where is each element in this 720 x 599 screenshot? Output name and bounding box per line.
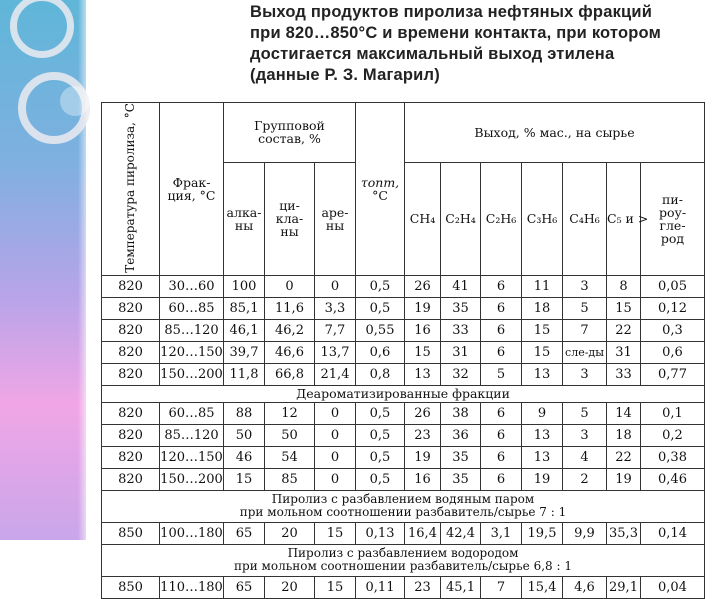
cell-ch4: 13 — [405, 363, 441, 385]
cell-pyrocarbon: 0,38 — [641, 446, 705, 468]
cell-c4h6: 5 — [563, 297, 607, 319]
section-steam — [102, 490, 705, 522]
cell-alkanes: 11,8 — [224, 363, 265, 385]
cell-fraction: 85…120 — [160, 319, 224, 341]
header-c2h4: C₂H₄ — [441, 162, 481, 275]
cell-ch4: 16,4 — [405, 522, 441, 544]
section-hydrogen — [102, 544, 705, 576]
section-steam-line-2: при мольном соотношении разбавитель/сырье 7 : 1 — [239, 505, 567, 520]
cell-arenes: 3,3 — [315, 297, 356, 319]
header-pyro-line-4: род — [660, 230, 685, 246]
cell-cycloalkanes: 12 — [265, 402, 315, 424]
table-row — [102, 446, 705, 468]
cell-tau: 0,55 — [356, 319, 405, 341]
cell-c4h6: 3 — [563, 424, 607, 446]
header-row-1 — [102, 103, 705, 163]
cell-pyrocarbon: 0,6 — [641, 341, 705, 363]
cell-c2h6: 6 — [481, 468, 522, 490]
header-cycloalkanes — [265, 162, 315, 275]
header-c4h6: C₄H₆ — [563, 162, 607, 275]
table-row — [102, 576, 705, 598]
cell-c5-plus: 31 — [607, 341, 641, 363]
cell-c2h4: 35 — [441, 446, 481, 468]
pyrolysis-yield-table — [101, 102, 705, 599]
rows-group-straight — [102, 275, 705, 385]
cell-temperature: 820 — [102, 319, 160, 341]
cell-temperature: 850 — [102, 576, 160, 598]
cell-c4h6: 7 — [563, 319, 607, 341]
cell-pyrocarbon: 0,1 — [641, 402, 705, 424]
header-c5: C₅ и > — [607, 162, 641, 275]
header-tau-line-1: τопт, — [360, 174, 400, 190]
cell-ch4: 23 — [405, 576, 441, 598]
cell-c2h6: 5 — [481, 363, 522, 385]
cell-ch4: 16 — [405, 468, 441, 490]
header-fraction-line-2: ция, °С — [167, 187, 216, 203]
cell-fraction: 85…120 — [160, 424, 224, 446]
table-row — [102, 319, 705, 341]
cell-c2h4: 45,1 — [441, 576, 481, 598]
cell-temperature: 850 — [102, 522, 160, 544]
header-c2h6: C₂H₆ — [481, 162, 522, 275]
cell-c3h6: 18 — [522, 297, 563, 319]
header-fraction — [160, 103, 224, 276]
header-group-composition — [224, 103, 356, 163]
cell-pyrocarbon: 0,14 — [641, 522, 705, 544]
cell-alkanes: 85,1 — [224, 297, 265, 319]
cell-c2h6: 6 — [481, 341, 522, 363]
section-row-dearomatized — [102, 385, 705, 402]
header-tau — [356, 103, 405, 276]
cell-alkanes: 88 — [224, 402, 265, 424]
cell-cycloalkanes: 20 — [265, 576, 315, 598]
table-row — [102, 363, 705, 385]
header-alkanes-line-1: алка- — [226, 204, 262, 220]
header-cyclo-line-3: ны — [280, 224, 299, 240]
cell-c3h6: 9 — [522, 402, 563, 424]
cell-tau: 0,11 — [356, 576, 405, 598]
cell-cycloalkanes: 46,2 — [265, 319, 315, 341]
cell-c2h6: 6 — [481, 297, 522, 319]
title-line-2: при 820…850°С и времени контакта, при котором — [250, 24, 662, 42]
cell-tau: 0,13 — [356, 522, 405, 544]
cell-c2h4: 35 — [441, 297, 481, 319]
header-temperature — [102, 103, 160, 276]
header-ch4: CH₄ — [405, 162, 441, 275]
section-row-steam — [102, 490, 705, 522]
section-hydrogen-line-1: Пиролиз с разбавлением водородом — [287, 546, 519, 561]
header-fraction-line-1: Фрак- — [172, 174, 211, 190]
cell-c2h4: 42,4 — [441, 522, 481, 544]
cell-c4h6: 2 — [563, 468, 607, 490]
cell-cycloalkanes: 50 — [265, 424, 315, 446]
table-row — [102, 424, 705, 446]
rows-group-dearomatized — [102, 402, 705, 490]
table-row — [102, 522, 705, 544]
cell-cycloalkanes: 85 — [265, 468, 315, 490]
cell-pyrocarbon: 0,12 — [641, 297, 705, 319]
cell-c4h6: 4,6 — [563, 576, 607, 598]
cell-fraction: 110…180 — [160, 576, 224, 598]
title-line-3: достигается максимальный выход этилена — [250, 45, 615, 63]
rows-group-steam — [102, 522, 705, 544]
cell-temperature: 820 — [102, 275, 160, 297]
cell-c2h4: 41 — [441, 275, 481, 297]
table-row — [102, 402, 705, 424]
cell-arenes: 15 — [315, 576, 356, 598]
title-line-4: (данные Р. З. Магарил) — [250, 66, 440, 84]
cell-tau: 0,5 — [356, 297, 405, 319]
cell-c3h6: 19 — [522, 468, 563, 490]
cell-c2h6: 6 — [481, 424, 522, 446]
header-tau-line-2: °С — [372, 187, 388, 203]
cell-c4h6: 5 — [563, 402, 607, 424]
cell-cycloalkanes: 11,6 — [265, 297, 315, 319]
title-line-1: Выход продуктов пиролиза нефтяных фракций — [250, 3, 653, 21]
cell-c5-plus: 15 — [607, 297, 641, 319]
cell-c2h6: 3,1 — [481, 522, 522, 544]
cell-c2h6: 6 — [481, 446, 522, 468]
cell-tau: 0,5 — [356, 275, 405, 297]
cell-c5-plus: 29,1 — [607, 576, 641, 598]
cell-fraction: 150…200 — [160, 363, 224, 385]
cell-temperature: 820 — [102, 402, 160, 424]
header-alkanes — [224, 162, 265, 275]
header-cyclo-line-1: ци- — [279, 198, 300, 214]
cell-fraction: 120…150 — [160, 446, 224, 468]
cell-pyrocarbon: 0,2 — [641, 424, 705, 446]
cell-c2h4: 35 — [441, 468, 481, 490]
table-row — [102, 275, 705, 297]
header-alkanes-line-2: ны — [234, 217, 254, 233]
header-group-line-1: Групповой — [254, 118, 325, 134]
cell-c2h6: 6 — [481, 319, 522, 341]
cell-c3h6: 11 — [522, 275, 563, 297]
cell-c5-plus: 22 — [607, 319, 641, 341]
header-pyro-line-2: роу- — [658, 204, 687, 220]
cell-c5-plus: 8 — [607, 275, 641, 297]
cell-tau: 0,5 — [356, 446, 405, 468]
cell-c2h6: 7 — [481, 576, 522, 598]
table-row — [102, 341, 705, 363]
cell-arenes: 0 — [315, 424, 356, 446]
cell-cycloalkanes: 0 — [265, 275, 315, 297]
cell-fraction: 60…85 — [160, 297, 224, 319]
cell-fraction: 100…180 — [160, 522, 224, 544]
cell-ch4: 19 — [405, 297, 441, 319]
cell-temperature: 820 — [102, 341, 160, 363]
section-dearomatized: Деароматизированные фракции — [102, 385, 705, 402]
cell-c4h6: 3 — [563, 363, 607, 385]
rows-group-hydrogen — [102, 576, 705, 598]
cell-ch4: 26 — [405, 275, 441, 297]
cell-c2h6: 6 — [481, 402, 522, 424]
cell-arenes: 0 — [315, 402, 356, 424]
cell-c2h4: 31 — [441, 341, 481, 363]
cell-c5-plus: 35,3 — [607, 522, 641, 544]
cell-alkanes: 15 — [224, 468, 265, 490]
cell-tau: 0,8 — [356, 363, 405, 385]
section-row-hydrogen — [102, 544, 705, 576]
cell-c2h4: 32 — [441, 363, 481, 385]
header-pyro-line-1: пи- — [662, 191, 683, 207]
decorative-band-edge — [78, 0, 86, 540]
cell-arenes: 0 — [315, 446, 356, 468]
cell-alkanes: 65 — [224, 576, 265, 598]
cell-c4h6: 9,9 — [563, 522, 607, 544]
cell-c5-plus: 14 — [607, 402, 641, 424]
cell-tau: 0,6 — [356, 341, 405, 363]
cell-cycloalkanes: 54 — [265, 446, 315, 468]
cell-ch4: 19 — [405, 446, 441, 468]
cell-alkanes: 50 — [224, 424, 265, 446]
header-c3h6: C₃H₆ — [522, 162, 563, 275]
cell-pyrocarbon: 0,3 — [641, 319, 705, 341]
cell-arenes: 7,7 — [315, 319, 356, 341]
cell-temperature: 820 — [102, 446, 160, 468]
cell-fraction: 120…150 — [160, 341, 224, 363]
cell-temperature: 820 — [102, 468, 160, 490]
cell-ch4: 23 — [405, 424, 441, 446]
header-group-line-2: состав, % — [258, 131, 321, 147]
cell-pyrocarbon: 0,46 — [641, 468, 705, 490]
section-steam-line-1: Пиролиз с разбавлением водяным паром — [271, 492, 535, 507]
cell-arenes: 15 — [315, 522, 356, 544]
cell-c5-plus: 22 — [607, 446, 641, 468]
cell-cycloalkanes: 46,6 — [265, 341, 315, 363]
header-arenes-line-2: ны — [325, 217, 345, 233]
cell-c3h6: 15 — [522, 341, 563, 363]
cell-pyrocarbon: 0,77 — [641, 363, 705, 385]
header-pyrocarbon — [641, 162, 705, 275]
cell-ch4: 16 — [405, 319, 441, 341]
header-arenes-line-1: аре- — [321, 204, 349, 220]
cell-cycloalkanes: 66,8 — [265, 363, 315, 385]
cell-c2h4: 38 — [441, 402, 481, 424]
cell-c3h6: 15,4 — [522, 576, 563, 598]
cell-arenes: 21,4 — [315, 363, 356, 385]
table-row — [102, 468, 705, 490]
cell-c3h6: 13 — [522, 446, 563, 468]
header-pyro-line-3: гле- — [659, 217, 686, 233]
cell-temperature: 820 — [102, 363, 160, 385]
cell-temperature: 820 — [102, 297, 160, 319]
table-row — [102, 297, 705, 319]
cell-pyrocarbon: 0,05 — [641, 275, 705, 297]
cell-c2h4: 33 — [441, 319, 481, 341]
section-hydrogen-line-2: при мольном соотношении разбавитель/сырье 6,8 : 1 — [234, 559, 572, 574]
cell-alkanes: 46 — [224, 446, 265, 468]
cell-c5-plus: 33 — [607, 363, 641, 385]
cell-c2h4: 36 — [441, 424, 481, 446]
cell-alkanes: 39,7 — [224, 341, 265, 363]
cell-fraction: 150…200 — [160, 468, 224, 490]
cell-c5-plus: 18 — [607, 424, 641, 446]
cell-alkanes: 100 — [224, 275, 265, 297]
cell-cycloalkanes: 20 — [265, 522, 315, 544]
cell-c3h6: 13 — [522, 424, 563, 446]
cell-tau: 0,5 — [356, 468, 405, 490]
decorative-circle — [60, 86, 90, 116]
cell-fraction: 60…85 — [160, 402, 224, 424]
cell-c3h6: 19,5 — [522, 522, 563, 544]
cell-arenes: 0 — [315, 275, 356, 297]
cell-arenes: 0 — [315, 468, 356, 490]
cell-c5-plus: 19 — [607, 468, 641, 490]
cell-arenes: 13,7 — [315, 341, 356, 363]
header-arenes — [315, 162, 356, 275]
slide-title — [250, 2, 710, 86]
cell-tau: 0,5 — [356, 402, 405, 424]
cell-c4h6: 3 — [563, 275, 607, 297]
header-yield: Выход, % мас., на сырье — [405, 103, 705, 163]
cell-ch4: 15 — [405, 341, 441, 363]
cell-temperature: 820 — [102, 424, 160, 446]
header-cyclo-line-2: кла- — [275, 211, 304, 227]
cell-c2h6: 6 — [481, 275, 522, 297]
cell-pyrocarbon: 0,04 — [641, 576, 705, 598]
cell-fraction: 30…60 — [160, 275, 224, 297]
cell-c4h6: 4 — [563, 446, 607, 468]
cell-c4h6: сле-ды — [563, 341, 607, 363]
cell-c3h6: 13 — [522, 363, 563, 385]
cell-ch4: 26 — [405, 402, 441, 424]
cell-alkanes: 46,1 — [224, 319, 265, 341]
cell-alkanes: 65 — [224, 522, 265, 544]
header-temperature-label: Температура пиролиза, °С — [123, 103, 137, 273]
cell-tau: 0,5 — [356, 424, 405, 446]
cell-c3h6: 15 — [522, 319, 563, 341]
